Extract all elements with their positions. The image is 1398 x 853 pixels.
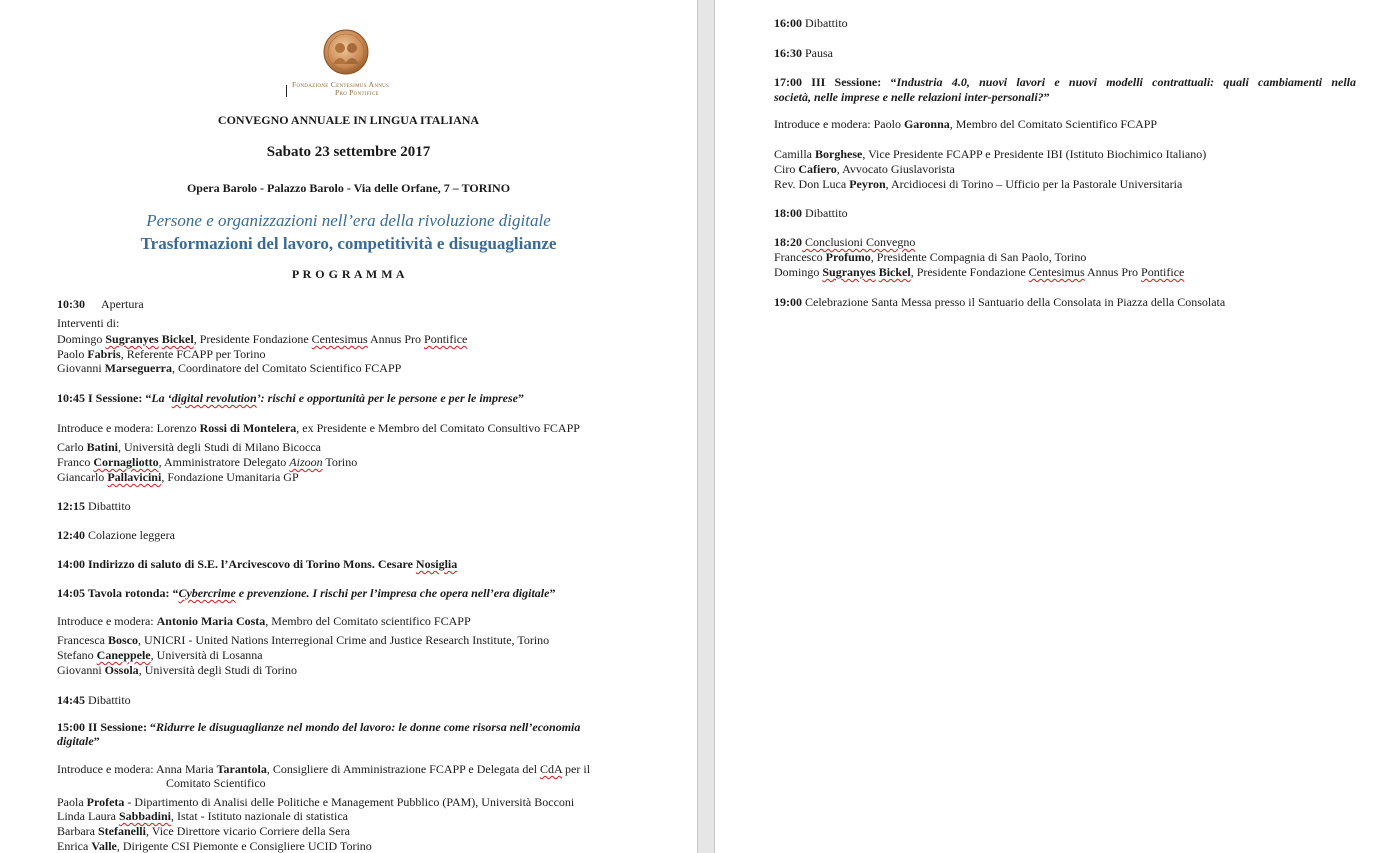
- time-label: 10:30: [57, 297, 85, 311]
- moderator-line: Introduce e modera: Antonio Maria Costa, Membro del Comitato scientifico FCAPP: [57, 614, 471, 628]
- event-venue: Opera Barolo - Palazzo Barolo - Via delle Orfane, 7 – TORINO: [186, 181, 511, 195]
- interventi-label: Interventi di:: [57, 316, 120, 330]
- speaker-line: Giovanni Ossola, Università degli Studi di Torino: [57, 663, 297, 677]
- speaker-line: Francesco Profumo, Presidente Compagnia di San Paolo, Torino: [774, 250, 1087, 264]
- programma-heading: P R O G R A M M A: [291, 267, 406, 281]
- moderator-line: Introduce e modera: Lorenzo Rossi di Montelera, ex Presidente e Membro del Comitato Consultivo FCAPP: [57, 421, 580, 435]
- agenda-item-dibattito: 16:00 Dibattito: [774, 16, 848, 30]
- agenda-item-saluto: 14:00 Indirizzo di saluto di S.E. l’Arcivescovo di Torino Mons. Cesare Nosiglia: [57, 557, 458, 571]
- agenda-item-dibattito: 12:15 Dibattito: [57, 499, 131, 513]
- speaker-line: Paolo Fabris, Referente FCAPP per Torino: [57, 347, 266, 361]
- document-page-right: [715, 0, 1398, 853]
- page-gutter: [697, 0, 715, 853]
- moderator-line-cont: Comitato Scientifico: [166, 776, 266, 790]
- speaker-line: Francesca Bosco, UNICRI - United Nations Interregional Crime and Justice Research Institute, Torino: [57, 633, 550, 647]
- item-title: Apertura: [101, 297, 144, 311]
- session-heading: 10:45 I Sessione: “La ‘digital revolution’: rischi e opportunità per le persone e per le imprese”: [57, 391, 524, 405]
- speaker-line: Camilla Borghese, Vice Presidente FCAPP e Presidente IBI (Istituto Biochimico Italiano): [774, 147, 1207, 161]
- speaker-line: Ciro Cafiero, Avvocato Giuslavorista: [774, 162, 955, 176]
- moderator-line: Introduce e modera: Anna Maria Tarantola, Consigliere di Amministrazione FCAPP e Delegata del CdA per il: [57, 762, 591, 776]
- speaker-line: Barbara Stefanelli, Vice Direttore vicario Corriere della Sera: [57, 824, 350, 838]
- medal-icon: [322, 28, 370, 76]
- document-page-left: [0, 0, 697, 853]
- session-heading-cont: società, nelle imprese e nelle relazioni inter-personali?”: [774, 90, 1050, 104]
- logo-text-line1: Fondazione Centesimus Annus: [292, 80, 390, 89]
- agenda-item-messa: 19:00 Celebrazione Santa Messa presso il Santuario della Consolata in Piazza della Consolata: [774, 295, 1226, 309]
- speaker-line: Paola Profeta - Dipartimento di Analisi delle Politiche e Management Pubblico (PAM), Università Bocconi: [57, 795, 575, 809]
- speaker-line: Giancarlo Pallavicini, Fondazione Umanitaria GP: [57, 470, 299, 484]
- event-title: Persone e organizzazioni nell’era della rivoluzione digitale: [146, 211, 551, 230]
- moderator-line: Introduce e modera: Paolo Garonna, Membro del Comitato Scientifico FCAPP: [774, 117, 1158, 131]
- event-date: Sabato 23 settembre 2017: [266, 144, 431, 160]
- event-subtitle: Trasformazioni del lavoro, competitività e disuguaglianze: [140, 234, 557, 253]
- agenda-item-apertura: [57, 297, 144, 311]
- speaker-line: Domingo Sugranyes Bickel, Presidente Fondazione Centesimus Annus Pro Pontifice: [57, 332, 468, 346]
- speaker-line: Giovanni Marseguerra, Coordinatore del Comitato Scientifico FCAPP: [57, 361, 402, 375]
- text-cursor: [286, 85, 287, 97]
- session-heading: 15:00 II Sessione: “Ridurre le disuguaglianze nel mondo del lavoro: le donne come risorsa nell’economia: [57, 720, 581, 734]
- speaker-line: Franco Cornagliotto, Amministratore Delegato Aizoon Torino: [57, 455, 358, 469]
- logo-text-line2: Pro Pontifice: [335, 88, 379, 97]
- speaker-line: Carlo Batini, Università degli Studi di Milano Bicocca: [57, 440, 321, 454]
- session-heading: 14:05 Tavola rotonda: “Cybercrime e prevenzione. I rischi per l’impresa che opera nell’era digitale”: [57, 586, 556, 600]
- agenda-item-dibattito: 14:45 Dibattito: [57, 693, 131, 707]
- agenda-item-colazione: 12:40 Colazione leggera: [57, 528, 175, 542]
- agenda-item-conclusioni: 18:20 Conclusioni Convegno: [774, 235, 916, 249]
- session-heading-cont: digitale”: [57, 734, 100, 748]
- agenda-item-dibattito: 18:00 Dibattito: [774, 206, 848, 220]
- speaker-line: Linda Laura Sabbadini, Istat - Istituto nazionale di statistica: [57, 809, 348, 823]
- speaker-line: Enrica Valle, Dirigente CSI Piemonte e Consigliere UCID Torino: [57, 839, 372, 853]
- speaker-line: Domingo Sugranyes Bickel, Presidente Fondazione Centesimus Annus Pro Pontifice: [774, 265, 1185, 279]
- fcapp-logo: [322, 28, 370, 76]
- agenda-item-pausa: 16:30 Pausa: [774, 46, 833, 60]
- speaker-line: Stefano Caneppele, Università di Losanna: [57, 648, 263, 662]
- session-heading: 17:00 III Sessione: “Industria 4.0, nuovi lavori e nuovi modelli contrattuali: quali cambiamenti nella: [774, 75, 1356, 89]
- speaker-line: Rev. Don Luca Peyron, Arcidiocesi di Torino – Ufficio per la Pastorale Universitaria: [774, 177, 1183, 191]
- convegno-heading: CONVEGNO ANNUALE IN LINGUA ITALIANA: [217, 113, 480, 127]
